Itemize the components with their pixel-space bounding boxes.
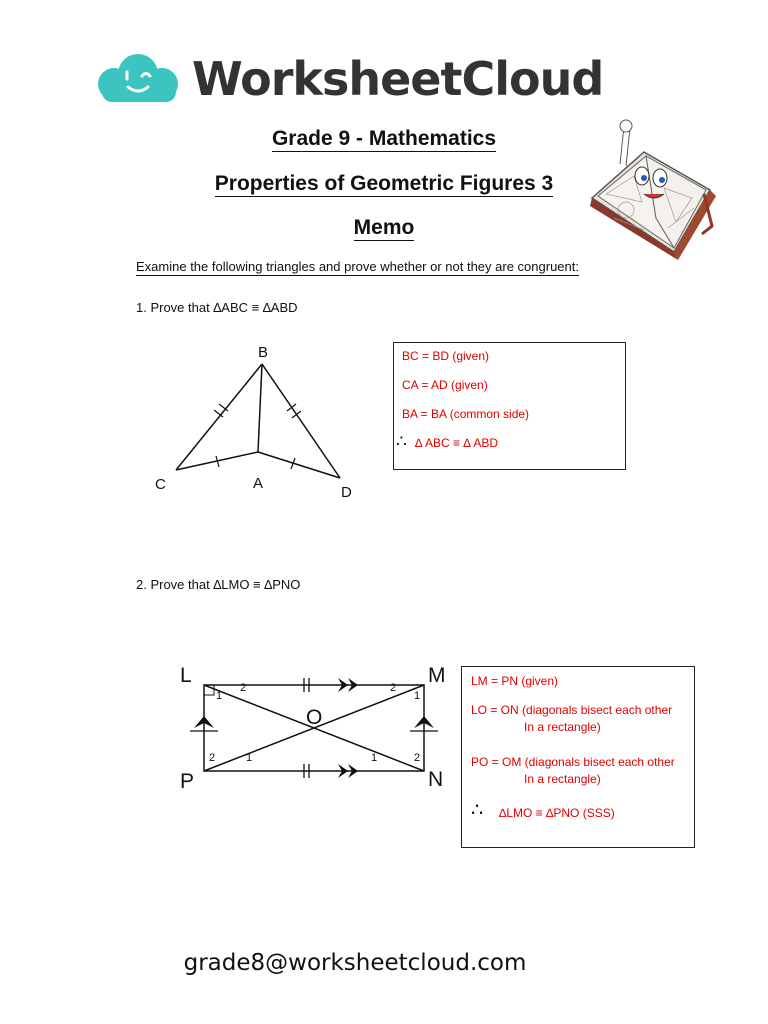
vertex-label-n: N bbox=[428, 768, 444, 791]
vertex-label-m: M bbox=[428, 664, 446, 687]
memo-box-2 bbox=[461, 666, 695, 848]
question-2-label: 2. Prove that ∆LMO ≡ ∆PNO bbox=[136, 577, 301, 592]
book-mascot-illustration bbox=[584, 118, 734, 268]
vertex-label-p: P bbox=[180, 770, 195, 793]
grade-title: Grade 9 - Mathematics bbox=[271, 127, 497, 150]
vertex-label-a: A bbox=[253, 475, 264, 492]
angle-p2-label: 2 bbox=[209, 752, 216, 764]
therefore-icon: ∴ bbox=[471, 800, 484, 821]
angle-m1-label: 1 bbox=[414, 690, 421, 702]
topic-title: Properties of Geometric Figures 3 bbox=[214, 172, 554, 195]
memo-title: Memo bbox=[353, 216, 415, 239]
vertex-label-o: O bbox=[306, 706, 323, 729]
memo-box-1 bbox=[393, 342, 626, 470]
memo-2-line-4: PO = OM (diagonals bisect each other bbox=[471, 755, 675, 769]
angle-p1-label: 1 bbox=[246, 752, 253, 764]
memo-1-line-1: BC = BD (given) bbox=[402, 349, 490, 363]
memo-1-line-4: ∆ ABC ≡ ∆ ABD bbox=[415, 436, 499, 450]
cloud-logo-icon bbox=[92, 52, 184, 104]
memo-2-line-1: LM = PN (given) bbox=[471, 674, 559, 688]
instruction-text: Examine the following triangles and prove whether or not they are congruent: bbox=[136, 259, 579, 274]
vertex-label-c: C bbox=[155, 476, 166, 493]
angle-n2-label: 2 bbox=[414, 752, 421, 764]
brand-name: WorksheetCloud bbox=[192, 52, 604, 106]
memo-2-line-2: LO = ON (diagonals bisect each other bbox=[471, 703, 673, 717]
memo-2-line-6: ∆LMO ≡ ∆PNO (SSS) bbox=[499, 806, 615, 820]
therefore-icon: ∴ bbox=[396, 432, 407, 451]
memo-2-line-5: In a rectangle) bbox=[524, 772, 601, 786]
angle-l1-label: 1 bbox=[216, 690, 223, 702]
memo-1-line-2: CA = AD (given) bbox=[402, 378, 488, 392]
question-1-label: 1. Prove that ∆ABC ≡ ∆ABD bbox=[136, 300, 298, 315]
rectangle-lmnp-diagram bbox=[180, 670, 440, 790]
vertex-label-l: L bbox=[180, 664, 192, 687]
vertex-label-b: B bbox=[258, 344, 269, 361]
vertex-label-d: D bbox=[341, 484, 352, 501]
angle-l2-label: 2 bbox=[240, 682, 247, 694]
memo-2-line-3: In a rectangle) bbox=[524, 720, 601, 734]
angle-m2-label: 2 bbox=[390, 682, 397, 694]
angle-n1-label: 1 bbox=[371, 752, 378, 764]
footer-email: grade8@worksheetcloud.com bbox=[183, 950, 527, 976]
memo-1-line-3: BA = BA (common side) bbox=[402, 407, 530, 421]
